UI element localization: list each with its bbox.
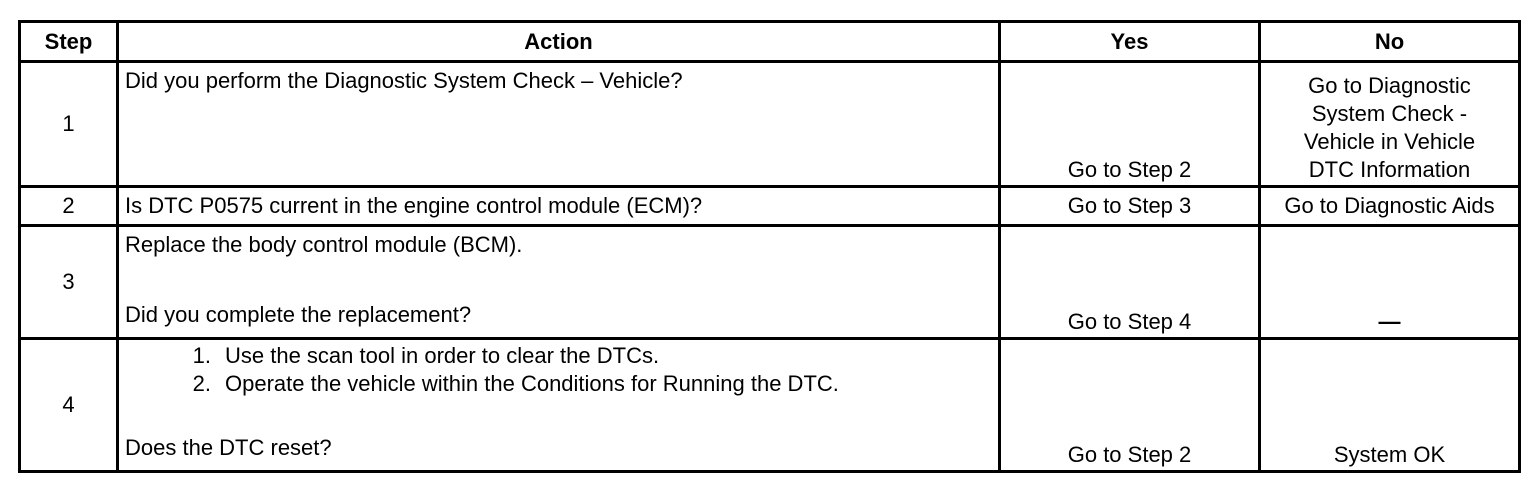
substep-number: 1. — [192, 343, 211, 368]
diagnostic-steps-table — [18, 20, 1521, 473]
table-row — [20, 62, 1520, 187]
header-action: Action — [118, 22, 1000, 62]
yes-result: Go to Step 2 — [1000, 62, 1260, 187]
action-cell — [118, 226, 1000, 339]
no-result-dash: — — [1378, 309, 1401, 334]
substep-text: Operate the vehicle within the Conditions for Running the DTC. — [225, 371, 839, 396]
no-result-line: DTC Information — [1308, 157, 1471, 182]
diagnostic-table-container — [18, 20, 1518, 473]
header-no: No — [1260, 22, 1520, 62]
action-substeps-list — [125, 342, 992, 398]
yes-result: Go to Step 4 — [1000, 226, 1260, 339]
list-item — [125, 370, 992, 398]
action-cell — [118, 339, 1000, 472]
action-question: Did you complete the replacement? — [125, 302, 472, 327]
no-result — [1260, 226, 1520, 339]
table-row — [20, 187, 1520, 226]
step-number: 1 — [20, 62, 118, 187]
no-result: Go to Diagnostic Aids — [1260, 187, 1520, 226]
table-row — [20, 339, 1520, 472]
yes-result: Go to Step 2 — [1000, 339, 1260, 472]
header-step: Step — [20, 22, 118, 62]
header-yes: Yes — [1000, 22, 1260, 62]
substep-text: Use the scan tool in order to clear the DTCs. — [225, 343, 660, 368]
no-result: System OK — [1260, 339, 1520, 472]
action-instruction: Replace the body control module (BCM). — [125, 232, 523, 257]
step-number: 3 — [20, 226, 118, 339]
step-number: 2 — [20, 187, 118, 226]
action-question: Does the DTC reset? — [125, 435, 332, 460]
no-result-line: System Check - — [1311, 101, 1468, 126]
yes-result: Go to Step 3 — [1000, 187, 1260, 226]
no-result — [1260, 62, 1520, 187]
substep-number: 2. — [192, 371, 211, 396]
list-item — [125, 342, 992, 370]
table-row — [20, 226, 1520, 339]
action-text: Did you perform the Diagnostic System Check – Vehicle? — [118, 62, 1000, 187]
no-result-line: Go to Diagnostic — [1308, 73, 1471, 98]
action-text: Is DTC P0575 current in the engine control module (ECM)? — [118, 187, 1000, 226]
step-number: 4 — [20, 339, 118, 472]
no-result-line: Vehicle in Vehicle — [1303, 129, 1476, 154]
table-header-row — [20, 22, 1520, 62]
